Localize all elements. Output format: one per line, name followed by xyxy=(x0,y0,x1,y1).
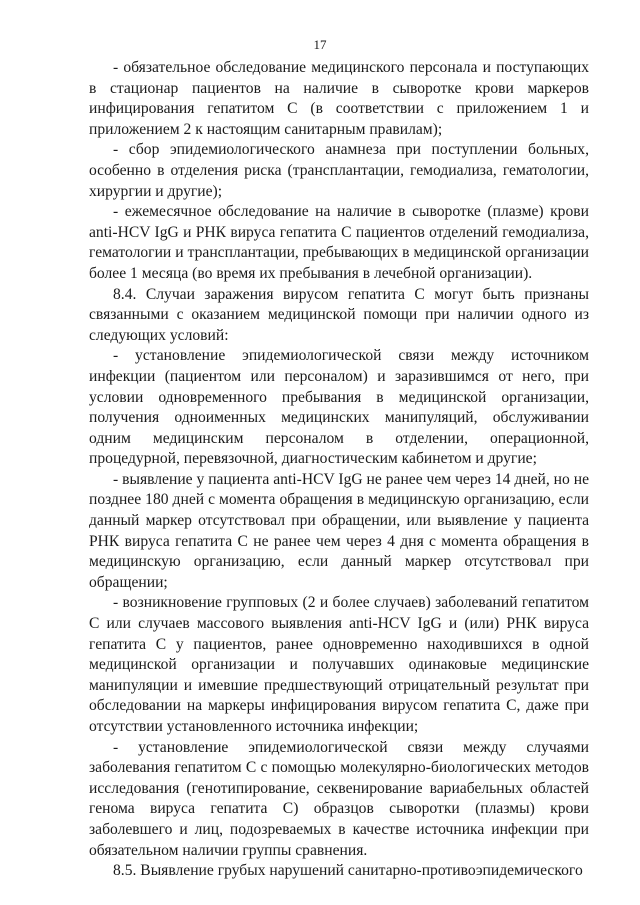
paragraph-antibody-detection: - выявление у пациента anti-HCV IgG не ранее чем через 14 дней, но не позднее 180 дней с момента обращения в медицинскую организацию, если данный маркер отсутствовал при обращении, или выявление у пациента РНК вируса гепатита С не ранее чем через 4 дня с момента обращения в медицинскую организацию, если данный маркер отсутствовал при обращении; xyxy=(89,470,589,591)
paragraph-epidemiological-link: - установление эпидемиологической связи между источником инфекции (пациентом или персоналом) и заразившимся от него, при условии одновременного пребывания в медицинской организации, получения одноименных медицинских манипуляций, обслуживании одним медицинским персоналом в отделении, операционной, процедурной, перевязочной, диагностическим кабинетом и другие; xyxy=(89,347,589,468)
paragraph-section-8-4: 8.4. Случаи заражения вирусом гепатита С могут быть признаны связанными с оказанием медицинской помощи при наличии одного из следующих условий: xyxy=(89,285,589,344)
page-number: 17 xyxy=(313,37,327,52)
paragraph-group-cases: - возникновение групповых (2 и более случаев) заболеваний гепатитом С или случаев массового выявления anti-HCV IgG и (или) РНК вируса гепатита С у пациентов, ранее одновременно находившихся в одной медицинской организации и получавших одинаковые медицинские манипуляции и имевшие предшествующий отрицательный результат при обследовании на маркеры инфицирования вирусом гепатита С, даже при отсутствии установленного источника инфекции; xyxy=(89,594,589,735)
paragraph-staff-screening: - обязательное обследование медицинского персонала и поступающих в стационар пациентов на наличие в сыворотке крови маркеров инфицирования гепатитом С (в соответствии с приложением 1 и приложением 2 к настоящим санитарным правилам); xyxy=(89,59,589,138)
paragraph-anamnesis: - сбор эпидемиологического анамнеза при поступлении больных, особенно в отделения риска (трансплантации, гемодиализа, гематологии, хирургии и другие); xyxy=(89,141,589,200)
paragraph-monthly-screening: - ежемесячное обследование на наличие в сыворотке (плазме) крови anti-HCV IgG и РНК вируса гепатита С пациентов отделений гемодиализа, гематологии и трансплантации, пребывающих в медицинской организации более 1 месяца (во время их пребывания в лечебной организации). xyxy=(89,203,589,282)
body-text xyxy=(89,58,589,882)
paragraph-section-8-5: 8.5. Выявление грубых нарушений санитарно-противоэпидемического xyxy=(113,862,583,880)
paragraph-molecular-methods: - установление эпидемиологической связи между случаями заболевания гепатитом С с помощью молекулярно-биологических методов исследования (генотипирование, секвенирование вариабельных областей генома вируса гепатита С) образцов сыворотки (плазмы) крови заболевшего и лиц, подозреваемых в качестве источника инфекции при обязательном наличии группы сравнения. xyxy=(89,738,589,859)
